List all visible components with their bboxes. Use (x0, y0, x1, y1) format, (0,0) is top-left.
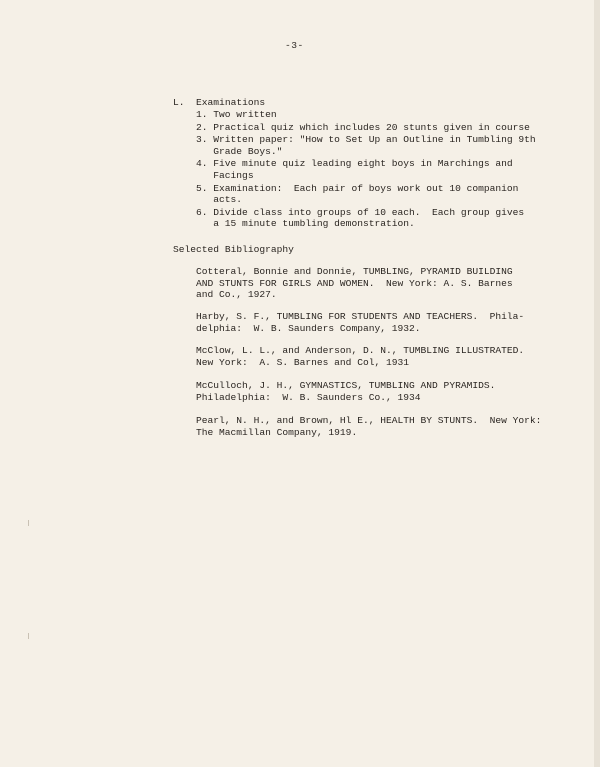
paper-speck (28, 520, 29, 526)
bibliography-heading: Selected Bibliography (173, 244, 294, 255)
exam-item: 6. Divide class into groups of 10 each. Each group gives a 15 minute tumbling demonstration. (196, 206, 525, 230)
section-title: Examinations (196, 97, 266, 108)
exam-item: 2. Practical quiz which includes 20 stunts given in course (196, 121, 530, 133)
section-heading (173, 97, 265, 109)
page-number: -3- (285, 40, 304, 51)
paper-speck (28, 633, 29, 639)
examinations-list (196, 109, 536, 230)
section-letter: L. (173, 97, 185, 108)
exam-item: 5. Examination: Each pair of boys work out 10 companion acts. (196, 182, 519, 206)
bibliography-entry: Cotteral, Bonnie and Donnie, TUMBLING, PYRAMID BUILDING AND STUNTS FOR GIRLS AND WOMEN. New York: A. S. Barnes and Co., 1927. (196, 266, 513, 301)
bibliography-entry: Harby, S. F., TUMBLING FOR STUDENTS AND TEACHERS. Phila- delphia: W. B. Saunders Company, 1932. (196, 311, 525, 334)
exam-item: 3. Written paper: "How to Set Up an Outline in Tumbling 9th Grade Boys." (196, 134, 536, 157)
exam-item: 1. Two written (196, 109, 277, 120)
exam-item: 4. Five minute quiz leading eight boys in Marchings and Facings (196, 158, 513, 181)
page-edge-shadow (594, 0, 600, 767)
bibliography-entry: McClow, L. L., and Anderson, D. N., TUMBLING ILLUSTRATED. New York: A. S. Barnes and Col, 1931 (196, 345, 525, 368)
bibliography-entry: McCulloch, J. H., GYMNASTICS, TUMBLING AND PYRAMIDS. Philadelphia: W. B. Saunders Co., 1934 (196, 380, 496, 403)
bibliography-entry: Pearl, N. H., and Brown, Hl E., HEALTH BY STUNTS. New York: The Macmillan Company, 1919. (196, 415, 542, 438)
